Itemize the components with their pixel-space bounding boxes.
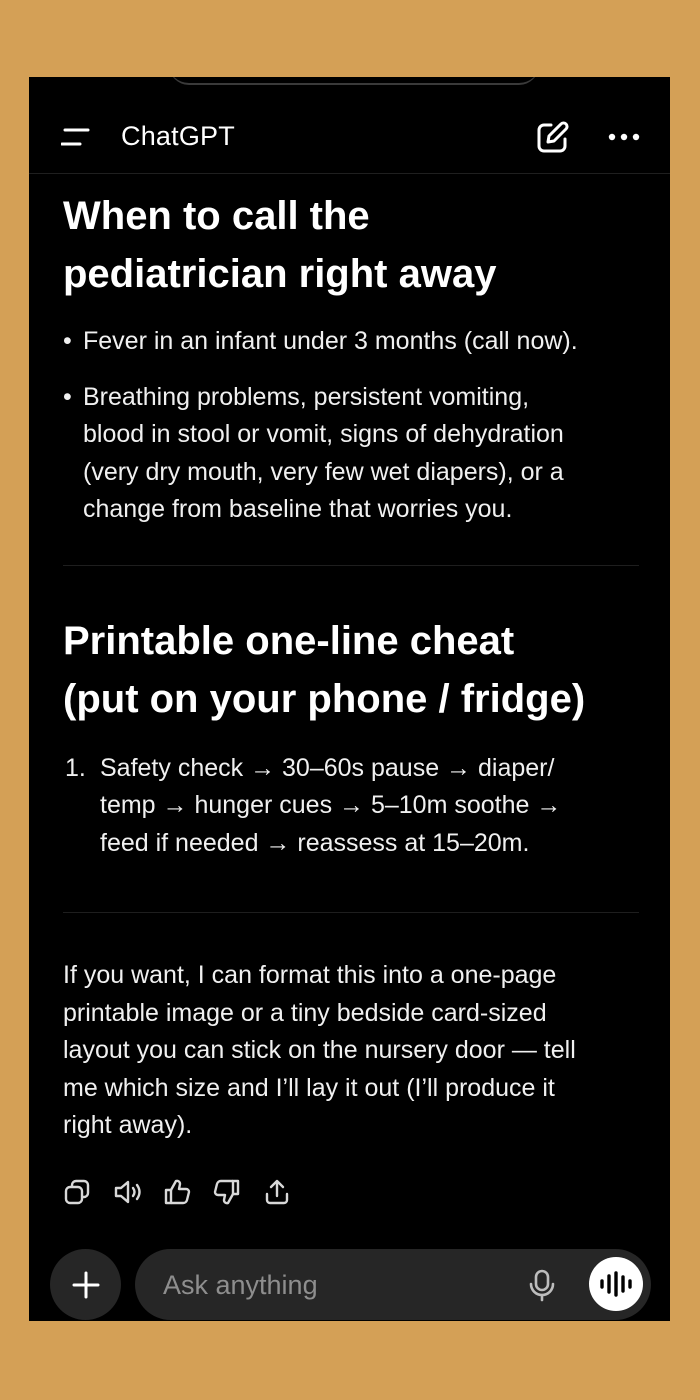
cheat-sheet-steps xyxy=(63,750,639,863)
thumbs-down-icon xyxy=(213,1178,241,1206)
voice-waveform-icon xyxy=(599,1271,633,1297)
voice-mode-button[interactable] xyxy=(589,1257,643,1311)
copy-icon xyxy=(63,1178,91,1206)
list-item: 1. Safety check → 30–60s pause → diaper/ temp → hunger cues → 5–10m soothe → feed if needed → reassess at 15–20m. xyxy=(65,753,562,857)
thumbs-up-button[interactable] xyxy=(163,1175,213,1209)
closing-paragraph: If you want, I can format this into a one-page printable image or a tiny bedside card-sized layout you can stick on the nursery door — tell me which size and I’ll lay it out (I’ll produce it right away). xyxy=(63,961,576,1139)
assistant-message xyxy=(63,185,639,1145)
thumbs-down-button[interactable] xyxy=(213,1175,263,1209)
hamburger-menu-icon[interactable] xyxy=(61,126,91,148)
microphone-icon[interactable] xyxy=(525,1268,559,1302)
message-input[interactable] xyxy=(161,1249,515,1321)
composer-bar xyxy=(29,1245,670,1321)
share-icon xyxy=(263,1178,291,1206)
compose-icon[interactable] xyxy=(534,120,570,156)
ellipsis-icon[interactable] xyxy=(607,125,643,149)
section-heading-call-pediatrician: When to call the pediatrician right away xyxy=(63,194,497,296)
share-button[interactable] xyxy=(263,1175,313,1209)
list-item: • Fever in an infant under 3 months (call now). xyxy=(63,327,578,355)
warning-signs-list xyxy=(63,323,639,529)
copy-button[interactable] xyxy=(63,1175,113,1209)
thumbs-up-icon xyxy=(163,1178,191,1206)
attach-button[interactable] xyxy=(50,1249,121,1320)
app-header xyxy=(29,77,670,174)
message-actions xyxy=(63,1175,313,1209)
section-divider xyxy=(63,565,639,566)
section-divider xyxy=(63,912,639,913)
message-input-container xyxy=(135,1249,651,1320)
app-title[interactable]: ChatGPT xyxy=(121,121,235,151)
list-item: • Breathing problems, persistent vomiting, blood in stool or vomit, signs of dehydration (very dry mouth, very few wet diapers), or a change from baseline that worries you. xyxy=(63,382,564,523)
phone-screen xyxy=(29,77,670,1321)
read-aloud-button[interactable] xyxy=(113,1175,163,1209)
read-aloud-icon xyxy=(113,1178,145,1206)
section-heading-cheat-sheet: Printable one-line cheat (put on your phone / fridge) xyxy=(63,618,586,721)
plus-icon xyxy=(71,1270,101,1300)
